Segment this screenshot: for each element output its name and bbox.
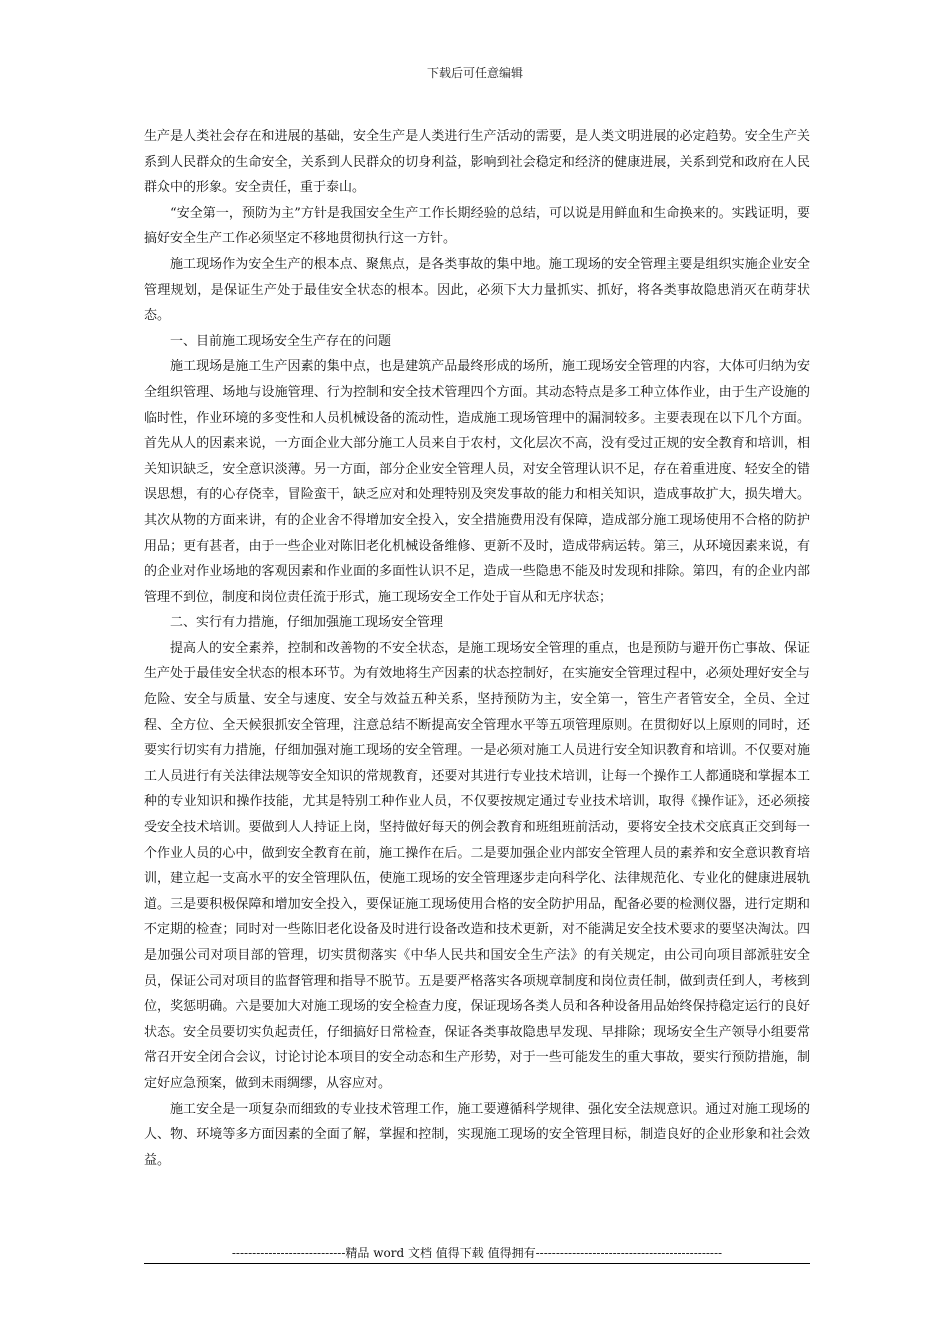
paragraph-conclusion: 施工安全是一项复杂而细致的专业技术管理工作，施工要遵循科学规律、强化安全法规意识。通过对施工现场的人、物、环境等多方面因素的全面了解，掌握和控制，实现施工现场的安全管理目标，制造良好的企业形象和社会效益。 [144, 1101, 810, 1168]
paragraph-intro: 生产是人类社会存在和进展的基础，安全生产是人类进行生产活动的需要，是人类文明进展的必定趋势。安全生产关系到人民群众的生命安全，关系到人民群众的切身利益，影响到社会稳定和经济的健康进展，关系到党和政府在人民群众中的形象。安全责任，重于泰山。 [144, 129, 810, 196]
document-body [144, 124, 810, 1173]
paragraph-problems: 施工现场是施工生产因素的集中点，也是建筑产品最终形成的场所，施工现场安全管理的内容，大体可归纳为安全组织管理、场地与设施管理、行为控制和安全技术管理四个方面。其动态特点是多工种立体作业，由于生产设施的临时性，作业环境的多变性和人员机械设备的流动性，造成施工现场管理中的漏洞较多。主要表现在以下几个方面。首先从人的因素来说，一方面企业大部分施工人员来自于农村，文化层次不高，没有受过正规的安全教育和培训，相关知识缺乏，安全意识淡薄。另一方面，部分企业安全管理人员，对安全管理认识不足，存在着重进度、轻安全的错误思想，有的心存侥幸，冒险蛮干，缺乏应对和处理特别及突发事故的能力和相关知识，造成事故扩大，损失增大。其次从物的方面来讲，有的企业舍不得增加安全投入，安全措施费用没有保障，造成部分施工现场使用不合格的防护用品；更有甚者，由于一些企业对陈旧老化机械设备维修、更新不及时，造成带病运转。第三，从环境因素来说，有的企业对作业场地的客观因素和作业面的多面性认识不足，造成一些隐患不能及时发现和排除。第四，有的企业内部管理不到位，制度和岗位责任流于形式，施工现场安全工作处于盲从和无序状态； [144, 359, 810, 605]
section-heading-2: 二、实行有力措施，仔细加强施工现场安全管理 [170, 615, 444, 631]
paragraph-policy: “安全第一，预防为主”方针是我国安全生产工作长期经验的总结，可以说是用鲜血和生命换来的。实践证明，要搞好安全生产工作必须坚定不移地贯彻执行这一方针。 [144, 205, 810, 247]
page-footer: ----------------------------精品 word 文档 值得下载 值得拥有---------------------------------------------- [231, 1246, 723, 1260]
page-header: 下载后可任意编辑 [426, 66, 523, 80]
paragraph-measures: 提高人的安全素养，控制和改善物的不安全状态，是施工现场安全管理的重点，也是预防与避开伤亡事故、保证生产处于最佳安全状态的根本环节。为有效地将生产因素的状态控制好，在实施安全管理过程中，必须处理好安全与危险、安全与质量、安全与速度、安全与效益五种关系，坚持预防为主，安全第一，管生产者管安全，全员、全过程、全方位、全天候狠抓安全管理，注意总结不断提高安全管理水平等五项管理原则。在贯彻好以上原则的同时，还要实行切实有力措施，仔细加强对施工现场的安全管理。一是必须对施工人员进行安全知识教育和培训。不仅要对施工人员进行有关法律法规等安全知识的常规教育，还要对其进行专业技术培训，让每一个操作工人都通晓和掌握本工种的专业知识和操作技能，尤其是特别工种作业人员，不仅要按规定通过专业技术培训，取得《操作证》，还必须接受安全技术培训。要做到人人持证上岗，坚持做好每天的例会教育和班组班前活动，要将安全技术交底真正交到每一个作业人员的心中，做到安全教育在前，施工操作在后。二是要加强企业内部安全管理人员的素养和安全意识教育培训，建立起一支高水平的安全管理队伍，使施工现场的安全管理逐步走向科学化、法律规范化、专业化的健康进展轨道。三是要积极保障和增加安全投入，要保证施工现场使用合格的安全防护用品，配备必要的检测仪器，进行定期和不定期的检查；同时对一些陈旧老化设备及时进行设备改造和技术更新，对不能满足安全技术要求的要坚决淘汰。四是加强公司对项目部的管理，切实贯彻落实《中华人民共和国安全生产法》的有关规定，由公司向项目部派驻安全员，保证公司对项目的监督管理和指导不脱节。五是要严格落实各项规章制度和岗位责任制，做到责任到人，考核到位，奖惩明确。六是要加大对施工现场的安全检查力度，保证现场各类人员和各种设备用品始终保持稳定运行的良好状态。安全员要切实负起责任，仔细搞好日常检查，保证各类事故隐患早发现、早排除；现场安全生产领导小组要常常召开安全闭合会议，讨论讨论本项目的安全动态和生产形势，对于一些可能发生的重大事故，要实行预防措施，制定好应急预案，做到未雨绸缪，从容应对。 [144, 640, 810, 1091]
paragraph-site: 施工现场作为安全生产的根本点、聚焦点，是各类事故的集中地。施工现场的安全管理主要是组织实施企业安全管理规划，是保证生产处于最佳安全状态的根本。因此，必须下大力量抓实、抓好，将各类事故隐患消灭在萌芽状态。 [144, 256, 810, 324]
footer-rule [144, 1263, 810, 1264]
section-heading-1: 一、目前施工现场安全生产存在的问题 [170, 333, 392, 349]
